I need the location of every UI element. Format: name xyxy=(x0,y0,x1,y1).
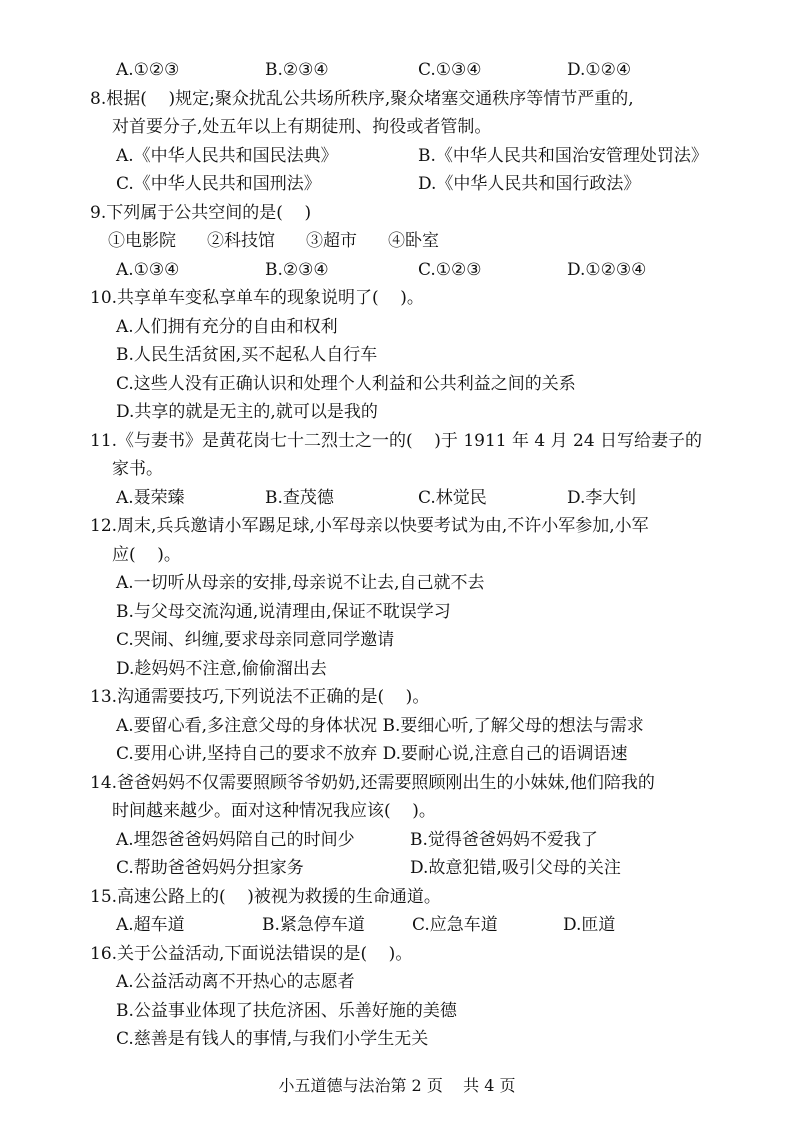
q7-option-d: D.①②④ xyxy=(567,60,632,80)
q11-option-c: C.林觉民 xyxy=(418,487,487,508)
q14-options-row-1 xyxy=(0,826,794,855)
q7-options xyxy=(0,56,794,85)
q10-options xyxy=(0,313,794,427)
question-12 xyxy=(0,512,794,683)
q14-option-a: A.埋怨爸爸妈妈陪自己的时间少 xyxy=(116,829,355,850)
q12-option-c: C.哭闹、纠缠,要求母亲同意同学邀请 xyxy=(116,630,395,650)
question-15 xyxy=(0,883,794,940)
q15-option-a: A.超车道 xyxy=(116,915,185,935)
q10-stem: 10.共享单车变私享单车的现象说明了( )。 xyxy=(90,288,424,308)
q15-options xyxy=(0,911,794,940)
q8-option-a: A.《中华人民共和国民法典》 xyxy=(116,145,338,166)
q8-option-c: C.《中华人民共和国刑法》 xyxy=(116,174,321,194)
q13-stem: 13.沟通需要技巧,下列说法不正确的是( )。 xyxy=(90,687,430,707)
q9-option-c: C.①②③ xyxy=(418,259,482,280)
q16-option-c: C.慈善是有钱人的事情,与我们小学生无关 xyxy=(116,1029,429,1049)
question-16 xyxy=(0,940,794,1054)
q14-option-d: D.故意犯错,吸引父母的关注 xyxy=(410,858,621,878)
q7-option-b: B.②③④ xyxy=(265,60,329,80)
q15-option-c: C.应急车道 xyxy=(412,915,498,935)
q15-option-d: D.匝道 xyxy=(563,915,616,935)
q12-stem-line-2: 应( )。 xyxy=(112,544,181,565)
page-footer: 小五道德与法治第 2 页 共 4 页 xyxy=(278,1076,516,1095)
q9-option-b: B.②③④ xyxy=(265,259,329,280)
question-10 xyxy=(0,284,794,427)
q10-option-b: B.人民生活贫困,买不起私人自行车 xyxy=(116,345,378,365)
q13-options-line-2: C.要用心讲,坚持自己的要求不放弃 D.要耐心说,注意自己的语调语速 xyxy=(116,744,628,764)
q11-option-b: B.查茂德 xyxy=(265,487,334,508)
q11-stem-line-2: 家书。 xyxy=(112,459,163,479)
q14-stem-line-1: 14.爸爸妈妈不仅需要照顾爷爷奶奶,还需要照顾刚出生的小妹妹,他们陪我的 xyxy=(90,772,655,793)
q8-options-row-1 xyxy=(0,142,794,171)
question-9 xyxy=(0,199,794,285)
q9-option-d: D.①②③④ xyxy=(567,259,647,280)
q16-options xyxy=(0,968,794,1054)
q16-option-a: A.公益活动离不开热心的志愿者 xyxy=(116,972,355,992)
q7-option-a: A.①②③ xyxy=(116,60,180,80)
question-14 xyxy=(0,769,794,883)
q8-options-row-2 xyxy=(0,170,794,199)
q9-item-4: ④卧室 xyxy=(388,231,439,251)
q9-item-3: ③超市 xyxy=(306,231,357,251)
q9-options xyxy=(0,256,794,285)
q9-item-2: ②科技馆 xyxy=(207,231,275,251)
q14-option-b: B.觉得爸爸妈妈不爱我了 xyxy=(410,829,598,850)
question-8 xyxy=(0,85,794,199)
q7-option-c: C.①③④ xyxy=(418,60,482,80)
q11-stem-line-1: 11.《与妻书》是黄花岗七十二烈士之一的( )于 1911 年 4 月 24 日写给妻子的 xyxy=(90,430,703,451)
q15-option-b: B.紧急停车道 xyxy=(262,915,365,935)
q13-options xyxy=(0,712,794,769)
q16-stem: 16.关于公益活动,下面说法错误的是( )。 xyxy=(90,943,413,964)
q11-option-d: D.李大钊 xyxy=(567,487,637,508)
q8-option-d: D.《中华人民共和国行政法》 xyxy=(418,174,641,194)
q9-items xyxy=(0,227,794,256)
q12-stem-line-1: 12.周末,兵兵邀请小军踢足球,小军母亲以快要考试为由,不许小军参加,小军 xyxy=(90,516,649,536)
q12-option-d: D.趁妈妈不注意,偷偷溜出去 xyxy=(116,658,327,679)
q8-option-b: B.《中华人民共和国治安管理处罚法》 xyxy=(418,145,708,166)
q12-option-a: A.一切听从母亲的安排,母亲说不让去,自己就不去 xyxy=(116,573,485,593)
q9-option-a: A.①③④ xyxy=(116,259,180,280)
q12-option-b: B.与父母交流沟通,说清理由,保证不耽误学习 xyxy=(116,601,451,622)
q14-stem-line-2: 时间越来越少。面对这种情况我应该( )。 xyxy=(112,801,436,821)
q13-options-line-1: A.要留心看,多注意父母的身体状况 B.要细心听,了解父母的想法与需求 xyxy=(116,715,644,736)
q15-stem: 15.高速公路上的( )被视为救援的生命通道。 xyxy=(90,886,441,907)
q9-item-1: ①电影院 xyxy=(108,231,176,251)
q11-option-a: A.聂荣臻 xyxy=(116,487,185,508)
q9-stem: 9.下列属于公共空间的是( ) xyxy=(90,202,312,223)
q12-options xyxy=(0,569,794,683)
q10-option-c: C.这些人没有正确认识和处理个人利益和公共利益之间的关系 xyxy=(116,373,576,394)
q11-options xyxy=(0,484,794,513)
q8-stem-line-1: 8.根据( )规定;聚众扰乱公共场所秩序,聚众堵塞交通秩序等情节严重的, xyxy=(90,88,634,109)
question-11 xyxy=(0,427,794,513)
q14-options-row-2 xyxy=(0,854,794,883)
question-13 xyxy=(0,683,794,769)
q16-option-b: B.公益事业体现了扶危济困、乐善好施的美德 xyxy=(116,1000,457,1021)
q10-option-a: A.人们拥有充分的自由和权利 xyxy=(116,316,338,337)
q8-stem-line-2: 对首要分子,处五年以上有期徒刑、拘役或者管制。 xyxy=(112,117,492,137)
q14-option-c: C.帮助爸爸妈妈分担家务 xyxy=(116,858,304,878)
q10-option-d: D.共享的就是无主的,就可以是我的 xyxy=(116,402,378,422)
